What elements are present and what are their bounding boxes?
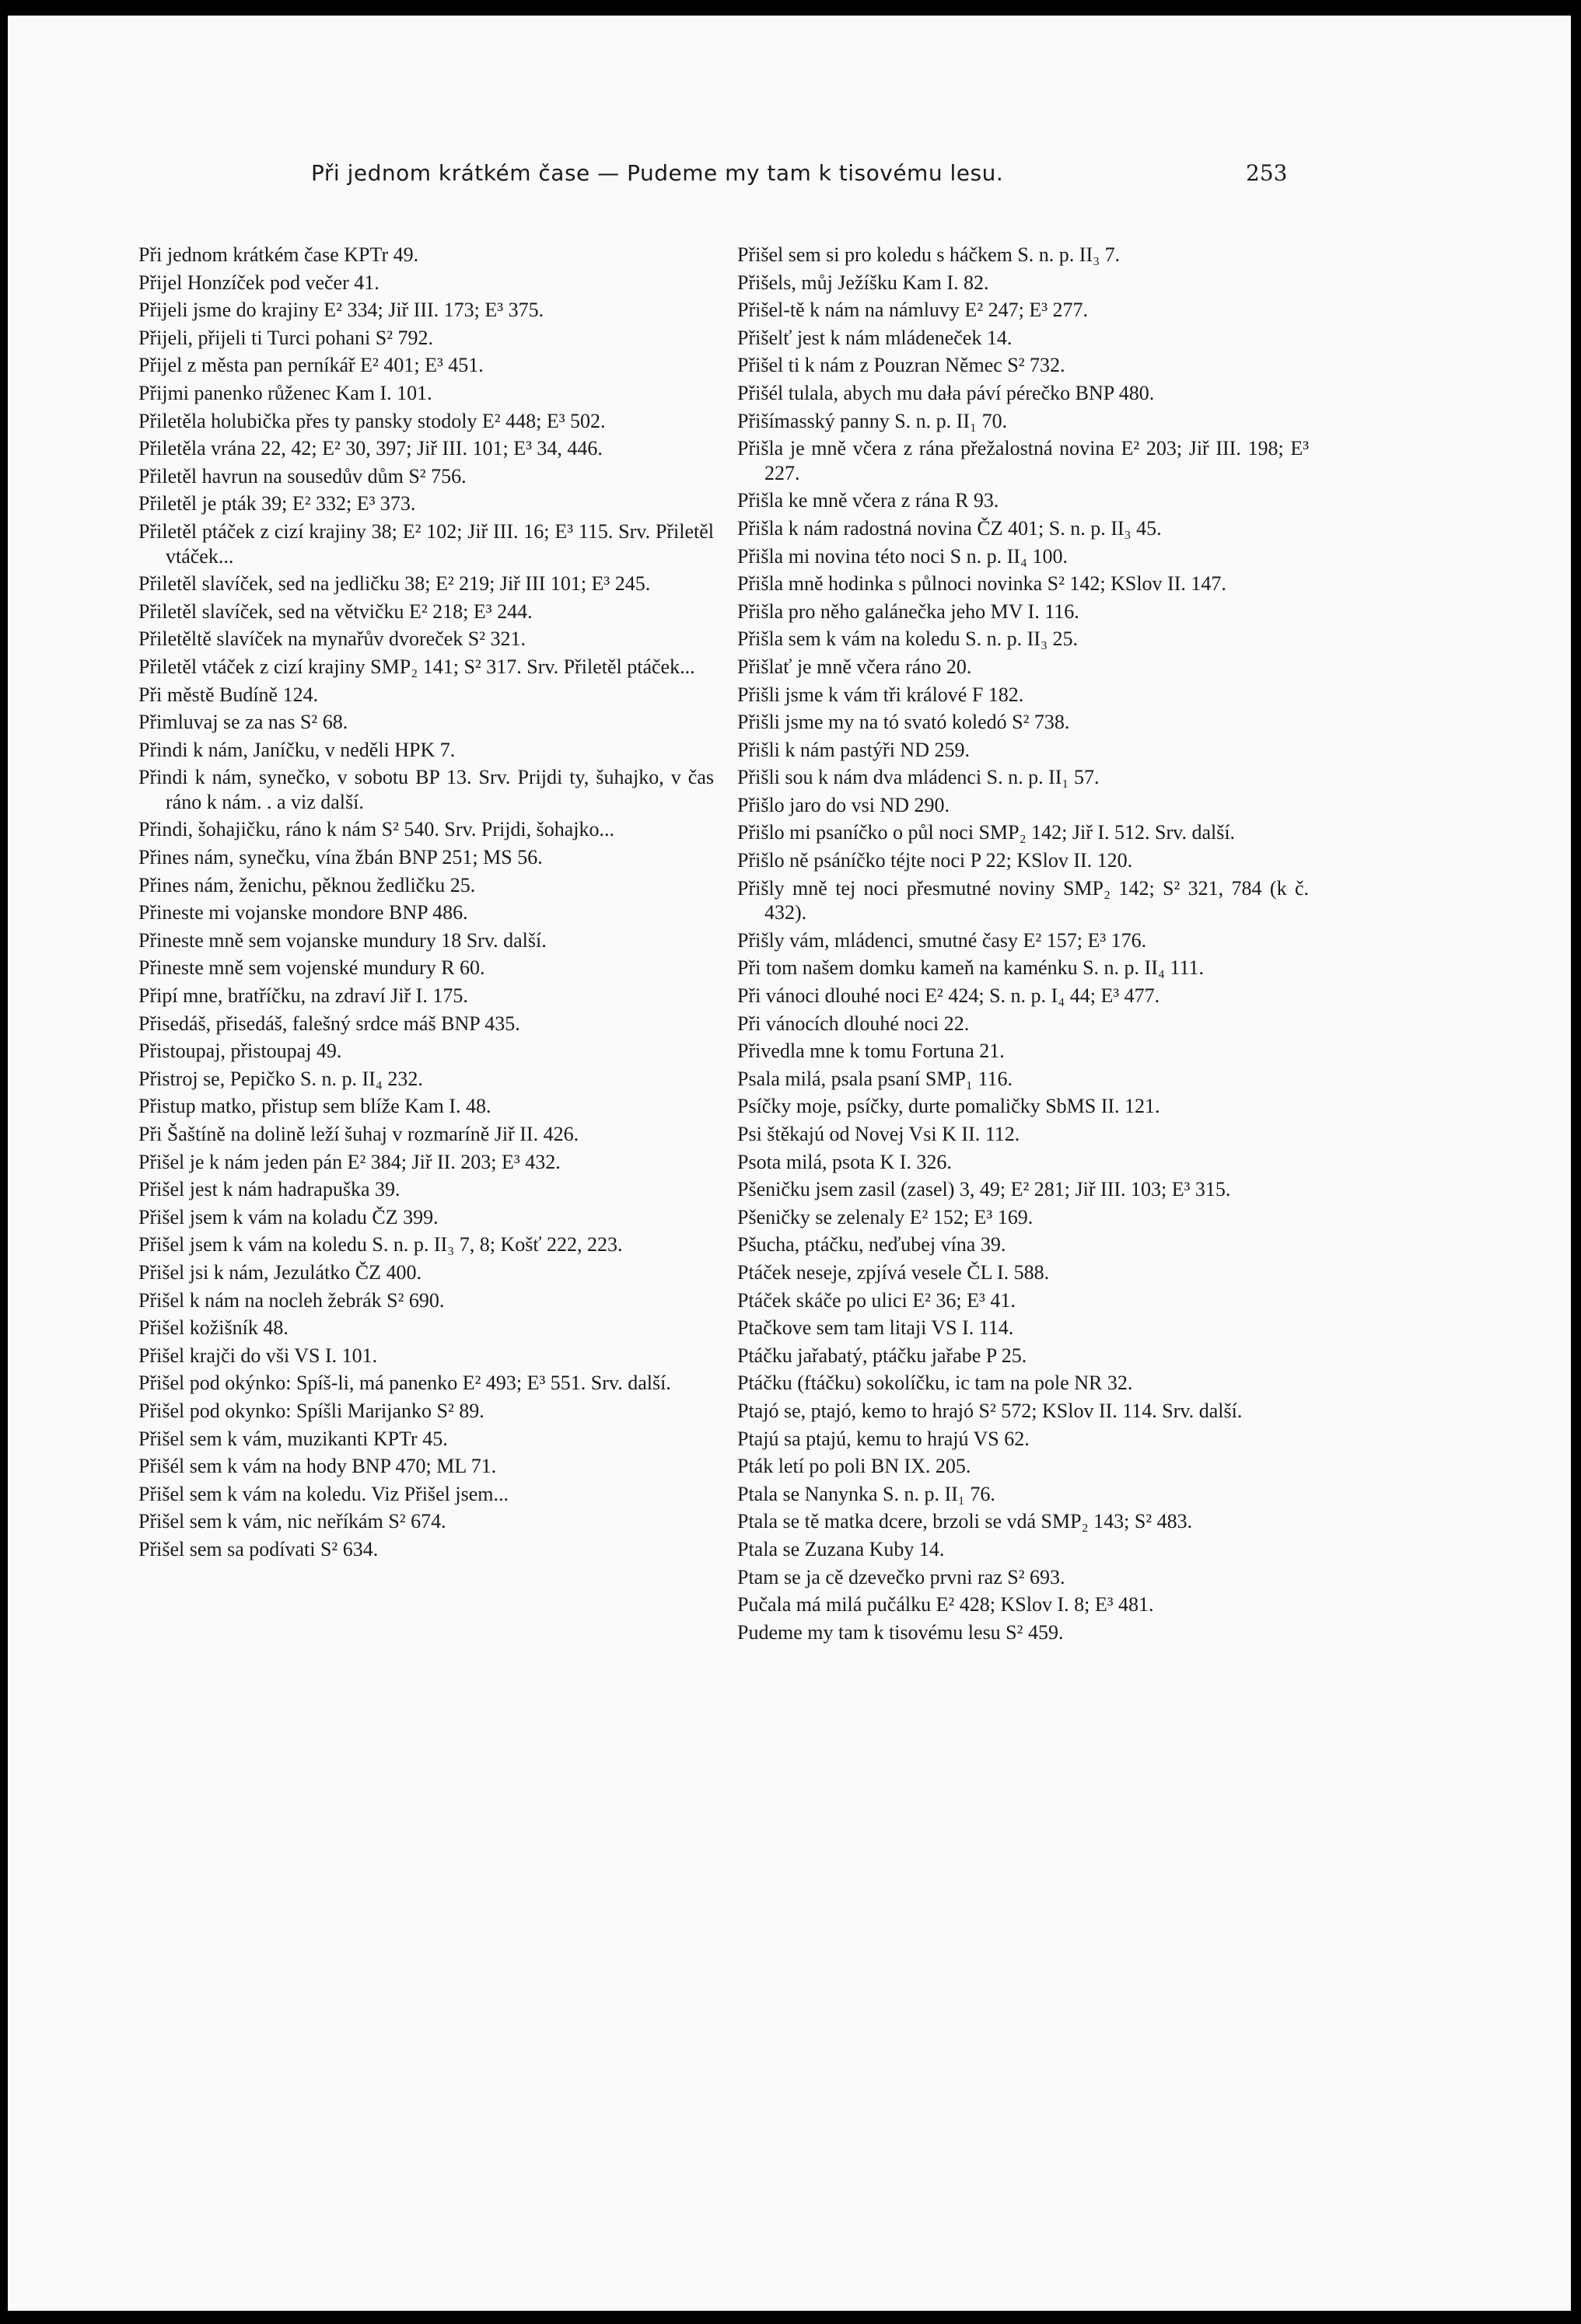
book-page xyxy=(8,16,1571,2311)
index-entry: Při městě Budíně 124. xyxy=(138,683,319,706)
index-entry: Pšeničky se zelenaly E² 152; E³ 169. xyxy=(737,1205,1034,1228)
index-entry: Přijeli, přijeli ti Turci pohani S² 792. xyxy=(138,326,434,349)
index-entry: Psíčky moje, psíčky, durte pomaličky SbMS II. 121. xyxy=(737,1095,1160,1118)
index-entry: Psala milá, psala psaní SMP₁ 116. xyxy=(737,1067,1013,1090)
index-entry: Pudeme my tam k tisovému lesu S² 459. xyxy=(737,1620,1064,1644)
index-entry: Přišli k nám pastýři ND 259. xyxy=(737,738,970,761)
index-entry: Přišla ke mně včera z rána R 93. xyxy=(737,489,999,512)
running-head: Při jednom krátkém čase — Pudeme my tam k tisovému lesu. xyxy=(311,160,1004,186)
index-entry: Přiletěl havrun na sousedův dům S² 756. xyxy=(138,464,467,488)
index-entry: Psi štěkajú od Novej Vsi K II. 112. xyxy=(737,1123,1020,1145)
index-entry: Přišel je k nám jeden pán E² 384; Jiř II. 203; E³ 432. xyxy=(138,1150,561,1173)
index-entry: Přišel pod okynko: Spíšli Marijanko S² 89. xyxy=(138,1399,484,1422)
index-entry: Přišel sem k vám, nic neříkám S² 674. xyxy=(138,1510,446,1533)
index-entry: Přines nám, synečku, vína žbán BNP 251; MS 56. xyxy=(138,846,543,869)
index-entry: Ptam se ja cě dzevečko prvni raz S² 693. xyxy=(737,1565,1065,1588)
index-entry: Přiletěl slavíček, sed na větvičku E² 218; E³ 244. xyxy=(138,599,533,623)
index-entry: Ptala se Zuzana Kuby 14. xyxy=(737,1537,945,1560)
index-entry: Přiletěltě slavíček na mynařův dvoreček S² 321. xyxy=(138,627,526,651)
index-entry: Přišímasský panny S. n. p. II₁ 70. xyxy=(737,409,1008,432)
index-entry: Přišelť jest k nám mládeneček 14. xyxy=(737,326,1013,349)
index-entry: Ptáčku jařabatý, ptáčku jařabe P 25. xyxy=(737,1344,1027,1367)
index-entry: Přišel jsem k vám na koladu ČZ 399. xyxy=(138,1205,439,1228)
left-column xyxy=(138,243,714,1565)
index-entry: Přiletěl ptáček z cizí krajiny 38; E² 102; Jiř III. 16; E³ 115. Srv. Přiletěl vtáček... xyxy=(138,519,714,568)
index-entry: Přineste mně sem vojanske mundury 18 Srv. další. xyxy=(138,928,547,952)
index-entry: Přiletěl vtáček z cizí krajiny SMP₂ 141; S² 317. Srv. Přiletěl ptáček... xyxy=(138,655,695,678)
index-entry: Přišel sem k vám na koledu. Viz Přišel jsem... xyxy=(138,1482,509,1505)
index-entry: Psota milá, psota K I. 326. xyxy=(737,1150,952,1173)
index-entry: Při Šaštíně na dolině leží šuhaj v rozmaríně Jiř II. 426. xyxy=(138,1123,579,1145)
index-entry: Přišla mi novina této noci S n. p. II₄ 100. xyxy=(737,544,1069,568)
index-entry: Přijmi panenko růženec Kam I. 101. xyxy=(138,381,432,404)
index-entry: Přindi k nám, Janíčku, v neděli HPK 7. xyxy=(138,738,456,761)
index-entry: Přimluvaj se za nas S² 68. xyxy=(138,711,348,734)
index-entry: Přišla mně hodinka s půlnoci novinka S² 142; KSlov II. 147. xyxy=(737,572,1226,596)
index-entry: Přišla je mně včera z rána přežalostná novina E² 203; Jiř III. 198; E³ 227. xyxy=(737,437,1309,484)
index-entry: Přisedáš, přisedáš, falešný srdce máš BNP 435. xyxy=(138,1012,520,1035)
index-entry: Přiletěla holubička přes ty pansky stodoly E² 448; E³ 502. xyxy=(138,409,606,432)
index-entry: Při vánoci dlouhé noci E² 424; S. n. p. I₄ 44; E³ 477. xyxy=(737,984,1160,1008)
index-entry: Ptáček neseje, zpjívá vesele ČL I. 588. xyxy=(737,1260,1050,1284)
index-entry: Přišla k nám radostná novina ČZ 401; S. n. p. II₃ 45. xyxy=(737,516,1162,540)
index-entry: Přišli jsme k vám tři králové F 182. xyxy=(737,683,1024,706)
index-entry: Přijeli jsme do krajiny E² 334; Jiř III. 173; E³ 375. xyxy=(138,299,544,322)
index-entry: Přišel krajči do vši VS I. 101. xyxy=(138,1344,378,1367)
index-entry: Přišly vám, mládenci, smutné časy E² 157; E³ 176. xyxy=(737,928,1147,952)
index-entry: Při tom našem domku kameň na kaménku S. n. p. II₄ 111. xyxy=(737,956,1204,980)
index-entry: Přišel ti k nám z Pouzran Němec S² 732. xyxy=(737,354,1065,377)
index-entry: Ptala se Nanynka S. n. p. II₁ 76. xyxy=(737,1482,995,1505)
index-entry: Přindi, šohajičku, ráno k nám S² 540. Srv. Prijdi, šohajko... xyxy=(138,818,615,841)
index-entry: Přišli sou k nám dva mládenci S. n. p. II₁ 57. xyxy=(737,766,1100,789)
index-entry: Přijel z města pan perníkář E² 401; E³ 451. xyxy=(138,354,484,377)
index-entry: Přistroj se, Pepičko S. n. p. II₄ 232. xyxy=(138,1067,423,1090)
index-entry: Přistoupaj, přistoupaj 49. xyxy=(138,1040,342,1063)
index-entry: Pučala má milá pučálku E² 428; KSlov I. 8; E³ 481. xyxy=(737,1593,1154,1616)
right-column xyxy=(737,243,1309,1648)
index-entry: Pták letí po poli BN IX. 205. xyxy=(737,1455,971,1478)
index-entry: Přiletěl slavíček, sed na jedličku 38; E² 219; Jiř III 101; E³ 245. xyxy=(138,572,651,596)
index-entry: Přines nám, ženichu, pěknou žedličku 25. xyxy=(138,873,476,896)
index-entry: Přišla pro něho galánečka jeho MV I. 116. xyxy=(737,599,1079,623)
index-entry: Přišel jsi k nám, Jezulátko ČZ 400. xyxy=(138,1260,421,1284)
index-entry: Ptajú sa ptajú, kemu to hrajú VS 62. xyxy=(737,1427,1030,1450)
index-entry: Přišel kožišník 48. xyxy=(138,1316,289,1340)
index-entry: Přišél sem k vám na hody BNP 470; ML 71. xyxy=(138,1455,497,1478)
index-entry: Přišlať je mně včera ráno 20. xyxy=(737,655,972,678)
index-entry: Přišel jsem k vám na koledu S. n. p. II₃ 7, 8; Košť 222, 223. xyxy=(138,1233,623,1256)
index-entry: Ptáčku (ftáčku) sokolíčku, ic tam na pole NR 32. xyxy=(737,1372,1133,1395)
index-entry: Přijel Honzíček pod večer 41. xyxy=(138,271,380,294)
index-entry: Přineste mi vojanske mondore BNP 486. xyxy=(138,901,468,924)
index-entry: Přivedla mne k tomu Fortuna 21. xyxy=(737,1040,1005,1063)
index-entry: Připí mne, bratříčku, na zdraví Jiř I. 175. xyxy=(138,984,468,1008)
index-entry: Pšucha, ptáčku, neďubej vína 39. xyxy=(737,1233,1006,1256)
index-entry: Přišli jsme my na tó svató koledó S² 738. xyxy=(737,711,1070,734)
index-entry: Přišel sem k vám, muzikanti KPTr 45. xyxy=(138,1427,448,1450)
index-entry: Přišly mně tej noci přesmutné noviny SMP₂ 142; S² 321, 784 (k č. 432). xyxy=(737,876,1309,924)
index-entry: Pšeničku jsem zasil (zasel) 3, 49; E² 281; Jiř III. 103; E³ 315. xyxy=(737,1178,1231,1201)
index-entry: Ptačkove sem tam litaji VS I. 114. xyxy=(737,1316,1014,1340)
index-entry: Při vánocích dlouhé noci 22. xyxy=(737,1012,970,1035)
index-entry: Přišlo jaro do vsi ND 290. xyxy=(737,793,950,816)
index-entry: Přišel-tě k nám na námluvy E² 247; E³ 277. xyxy=(737,299,1089,322)
index-entry: Ptala se tě matka dcere, brzoli se vdá SMP₂ 143; S² 483. xyxy=(737,1510,1193,1533)
index-entry: Přišlo ně psáníčko téjte noci P 22; KSlov II. 120. xyxy=(737,849,1133,872)
index-entry: Ptajó se, ptajó, kemo to hrajó S² 572; KSlov II. 114. Srv. další. xyxy=(737,1399,1243,1422)
index-entry: Přiletěl je pták 39; E² 332; E³ 373. xyxy=(138,492,416,515)
index-entry: Přišel pod okýnko: Spíš-li, má panenko E² 493; E³ 551. Srv. další. xyxy=(138,1372,671,1395)
index-entry: Ptáček skáče po ulici E² 36; E³ 41. xyxy=(737,1288,1016,1312)
page-number: 253 xyxy=(1246,160,1288,186)
index-entry: Při jednom krátkém čase KPTr 49. xyxy=(138,243,419,266)
index-entry: Přišel jest k nám hadrapuška 39. xyxy=(138,1178,400,1201)
index-entry: Přišla sem k vám na koledu S. n. p. II₃ 25. xyxy=(737,627,1079,651)
index-entry: Přišel sem sa podívati S² 634. xyxy=(138,1537,379,1560)
index-entry: Přiletěla vrána 22, 42; E² 30, 397; Jiř III. 101; E³ 34, 446. xyxy=(138,437,603,460)
index-entry: Přišlo mi psaníčko o půl noci SMP₂ 142; Jiř I. 512. Srv. další. xyxy=(737,821,1236,844)
index-entry: Přišél tulala, abych mu dała páví pérečko BNP 480. xyxy=(737,381,1155,404)
index-entry: Přindi k nám, synečko, v sobotu BP 13. Srv. Prijdi ty, šuhajko, v čas ráno k nám. . a viz další. xyxy=(138,766,714,813)
index-entry: Přineste mně sem vojenské mundury R 60. xyxy=(138,956,485,980)
index-entry: Přišel k nám na nocleh žebrák S² 690. xyxy=(138,1288,445,1312)
index-entry: Přišel sem si pro koledu s háčkem S. n. p. II₃ 7. xyxy=(737,243,1121,266)
index-entry: Přistup matko, přistup sem blíže Kam I. 48. xyxy=(138,1095,491,1118)
index-entry: Přišels, můj Ježíšku Kam I. 82. xyxy=(737,271,989,294)
